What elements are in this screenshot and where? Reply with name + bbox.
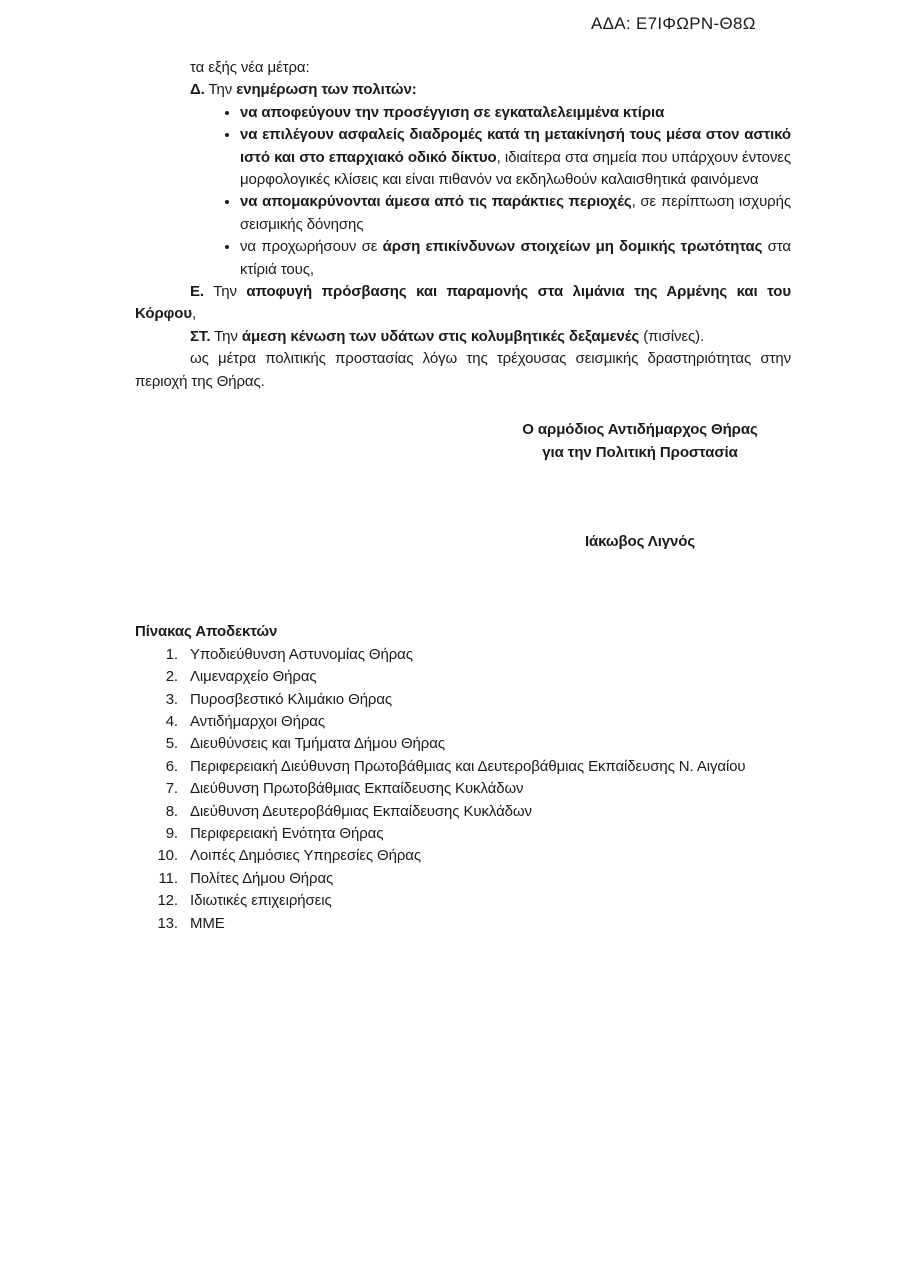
recipient-number: 3. xyxy=(165,690,178,708)
measures-bullet-list xyxy=(135,102,791,281)
recipient-label: ΜΜΕ xyxy=(190,914,225,932)
recipient-item xyxy=(135,733,791,755)
ada-code: ΑΔΑ: Ε7ΙΦΩΡΝ-Θ8Ω xyxy=(591,14,756,33)
bullet-item xyxy=(240,102,791,124)
recipient-item xyxy=(135,845,791,867)
text-segment: Την xyxy=(210,327,242,345)
recipient-label: Πολίτες Δήμου Θήρας xyxy=(190,869,334,887)
text-segment: να προχωρήσουν σε xyxy=(240,238,383,256)
recipient-item xyxy=(135,689,791,711)
recipient-number: 4. xyxy=(165,712,178,730)
recipients-title: Πίνακας Αποδεκτών xyxy=(135,623,278,641)
text-segment: άμεση κένωση των υδάτων στις κολυμβητικές δεξαμενές xyxy=(241,327,640,345)
recipient-label: Περιφερειακή Διεύθυνση Πρωτοβάθμιας και Δευτεροβάθμιας Εκπαίδευσης Ν. Αιγαίου xyxy=(190,757,746,775)
bullet-item xyxy=(240,124,791,191)
recipient-item xyxy=(135,711,791,733)
recipients-section xyxy=(135,621,791,935)
recipient-label: Λοιπές Δημόσιες Υπηρεσίες Θήρας xyxy=(190,847,421,865)
recipient-label: Ιδιωτικές επιχειρήσεις xyxy=(190,892,332,910)
section-d-heading xyxy=(135,79,791,101)
signature-block xyxy=(490,419,790,553)
text-segment: να αποφεύγουν την προσέγγιση σε εγκαταλελειμμένα κτίρια xyxy=(240,103,665,121)
bullet-item xyxy=(240,191,791,236)
text-segment: , ιδιαίτερα στα σημεία που υπάρχουν έντονες μορφολογικές κλίσεις και είναι πιθανόν να εκδηλωθούν καλαισθητικά φαινόμενα xyxy=(240,148,791,189)
recipient-label: Αντιδήμαρχοι Θήρας xyxy=(190,712,325,730)
section-st-paragraph xyxy=(135,326,791,348)
recipient-label: Διεύθυνση Δευτεροβάθμιας Εκπαίδευσης Κυκλάδων xyxy=(190,802,532,820)
signatory-name: Ιάκωβος Λιγνός xyxy=(584,532,696,550)
text-segment: στα κτίριά τους, xyxy=(240,238,791,278)
text-segment: ΣΤ. xyxy=(190,327,211,345)
text-segment: Την xyxy=(204,81,237,99)
recipients-list xyxy=(135,644,791,935)
recipient-label: Διευθύνσεις και Τμήματα Δήμου Θήρας xyxy=(190,735,445,753)
recipient-item xyxy=(135,890,791,912)
recipient-item xyxy=(135,756,791,778)
recipient-number: 6. xyxy=(165,757,178,775)
section-e-paragraph xyxy=(135,281,791,326)
recipient-item xyxy=(135,823,791,845)
recipient-number: 1. xyxy=(165,645,178,663)
text-segment: Δ. xyxy=(190,81,205,99)
text-segment: Ε. xyxy=(190,283,204,301)
recipient-item xyxy=(135,778,791,800)
recipient-label: Περιφερειακή Ενότητα Θήρας xyxy=(190,824,384,842)
text-segment: να επιλέγουν ασφαλείς διαδρομές κατά τη μετακίνησή τους μέσα στον αστικό ιστό και στο επαρχιακό οδικό δίκτυο xyxy=(240,126,791,166)
recipient-number: 5. xyxy=(165,735,178,753)
text-segment: άρση επικίνδυνων στοιχείων μη δομικής τρωτότητας xyxy=(382,238,763,256)
recipient-number: 8. xyxy=(165,802,178,820)
closing-paragraph: ως μέτρα πολιτικής προστασίας λόγω της τρέχουσας σεισμικής δραστηριότητας στην περιοχή της Θήρας. xyxy=(135,350,791,390)
recipient-number: 12. xyxy=(157,892,178,910)
recipient-label: Πυροσβεστικό Κλιμάκιο Θήρας xyxy=(190,690,393,708)
recipient-number: 2. xyxy=(165,668,178,686)
text-segment: ενημέρωση των πολιτών: xyxy=(236,81,417,99)
recipient-item xyxy=(135,868,791,890)
recipient-number: 10. xyxy=(157,847,178,865)
text-segment: αποφυγή πρόσβασης και παραμονής στα λιμάνια της Αρμένης και του Κόρφου xyxy=(135,283,791,323)
intro-line: τα εξής νέα μέτρα: xyxy=(190,59,310,76)
recipient-number: 11. xyxy=(158,869,178,887)
signature-title-line-2: για την Πολιτική Προστασία xyxy=(542,443,738,461)
text-segment: , xyxy=(191,305,197,323)
recipient-number: 7. xyxy=(165,780,178,798)
recipient-item xyxy=(135,666,791,688)
text-segment: , σε περίπτωση ισχυρής σεισμικής δόνησης xyxy=(240,193,791,233)
recipient-item xyxy=(135,913,791,935)
signature-title-line-1: Ο αρμόδιος Αντιδήμαρχος Θήρας xyxy=(522,421,758,439)
bullet-item xyxy=(240,236,791,281)
recipient-label: Υποδιεύθυνση Αστυνομίας Θήρας xyxy=(190,645,413,663)
text-segment: Την xyxy=(203,283,247,301)
document-body xyxy=(135,57,791,935)
recipient-item xyxy=(135,644,791,666)
text-segment: να απομακρύνονται άμεσα από τις παράκτιες περιοχές xyxy=(240,193,632,211)
text-segment: (πισίνες). xyxy=(639,327,705,345)
recipient-item xyxy=(135,801,791,823)
recipient-label: Λιμεναρχείο Θήρας xyxy=(190,668,317,686)
recipient-number: 9. xyxy=(165,824,178,842)
recipient-label: Διεύθυνση Πρωτοβάθμιας Εκπαίδευσης Κυκλάδων xyxy=(190,780,524,798)
recipient-number: 13. xyxy=(157,914,178,932)
